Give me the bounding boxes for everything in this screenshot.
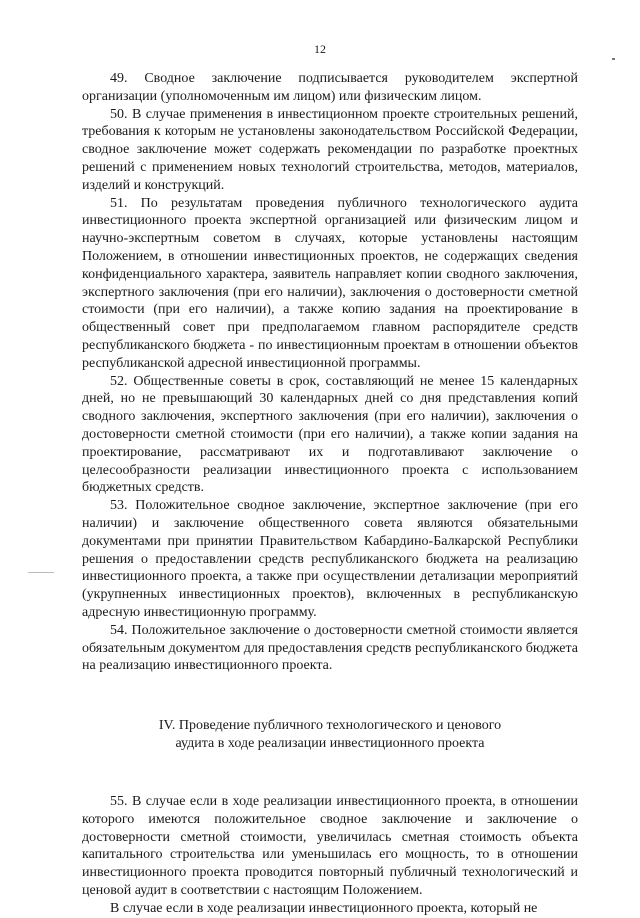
paragraph-54: 54. Положительное заключение о достоверности сметной стоимости является обязательным документом для предоставления средств республиканского бюджета на реализацию инвестиционного проекта. bbox=[82, 622, 578, 674]
document-body bbox=[82, 70, 578, 918]
paragraph-55-continued: В случае если в ходе реализации инвестиционного проекта, который не bbox=[110, 900, 538, 916]
section-heading-line-1: IV. Проведение публичного технологического и ценового bbox=[158, 718, 502, 734]
paragraph-50: 50. В случае применения в инвестиционном проекте строительных решений, требования к которым не установлены законодательством Российской Федерации, сводное заключение может содержать рекомендации по разработке проектных решений с применением новых технологий строительства, методов, материалов, изделий и конструкций. bbox=[82, 106, 578, 193]
paragraph-53: 53. Положительное сводное заключение, экспертное заключение (при его наличии) и заключение общественного совета являются обязательными документами при принятии Правительством Кабардино-Балкарской Республики решения о предоставлении средств республиканского бюджета на реализацию инвестиционного проекта, а также при осуществлении детализации мероприятий (укрупненных инвестиционных проектов), включенных в республиканскую адресную инвестиционную программу. bbox=[82, 498, 578, 620]
paragraph-52: 52. Общественные советы в срок, составляющий не менее 15 календарных дней, но не превышающий 30 календарных дней со дня представления копий сводного заключения, экспертного заключения (при его наличии), заключения о достоверности сметной стоимости (при его наличии), а также копии задания на проектирование, рассматривают их и подготавливают заключение о целесообразности реализации инвестиционного проекта с использованием бюджетных средств. bbox=[82, 373, 578, 496]
paragraph-51: 51. По результатам проведения публичного технологического аудита инвестиционного проекта экспертной организацией или физическим лицом и научно-экспертным советом в случаях, которые установлены настоящим Положением, в отношении инвестиционных проектов, не содержащих сведения конфиденциального характера, заявитель направляет копии сводного заключения, экспертного заключения (при его наличии), заключения о достоверности сметной стоимости (при его наличии), а также копию задания на проектирование в общественный совет при предполагаемом главном распорядителе средств республиканского бюджета - по инвестиционным проектам в отношении объектов республиканской адресной инвестиционной программы. bbox=[82, 195, 578, 371]
section-heading bbox=[82, 717, 578, 753]
scan-mark bbox=[612, 58, 615, 60]
paragraph-55: 55. В случае если в ходе реализации инвестиционного проекта, в отношении которого имеются положительное сводное заключение и заключение о достоверности сметной стоимости, увеличилась сметная стоимость объекта капитального строительства или уменьшилась его мощность, то в отношении инвестиционного проекта проводится повторный публичный технологический и ценовой аудит в соответствии с настоящим Положением. bbox=[82, 794, 578, 899]
page-number: 12 bbox=[314, 42, 326, 56]
scan-mark bbox=[28, 572, 54, 573]
paragraph-49: 49. Сводное заключение подписывается руководителем экспертной организации (уполномоченным им лицом) или физическим лицом. bbox=[82, 71, 578, 104]
section-heading-line-2: аудита в ходе реализации инвестиционного проекта bbox=[175, 736, 485, 752]
